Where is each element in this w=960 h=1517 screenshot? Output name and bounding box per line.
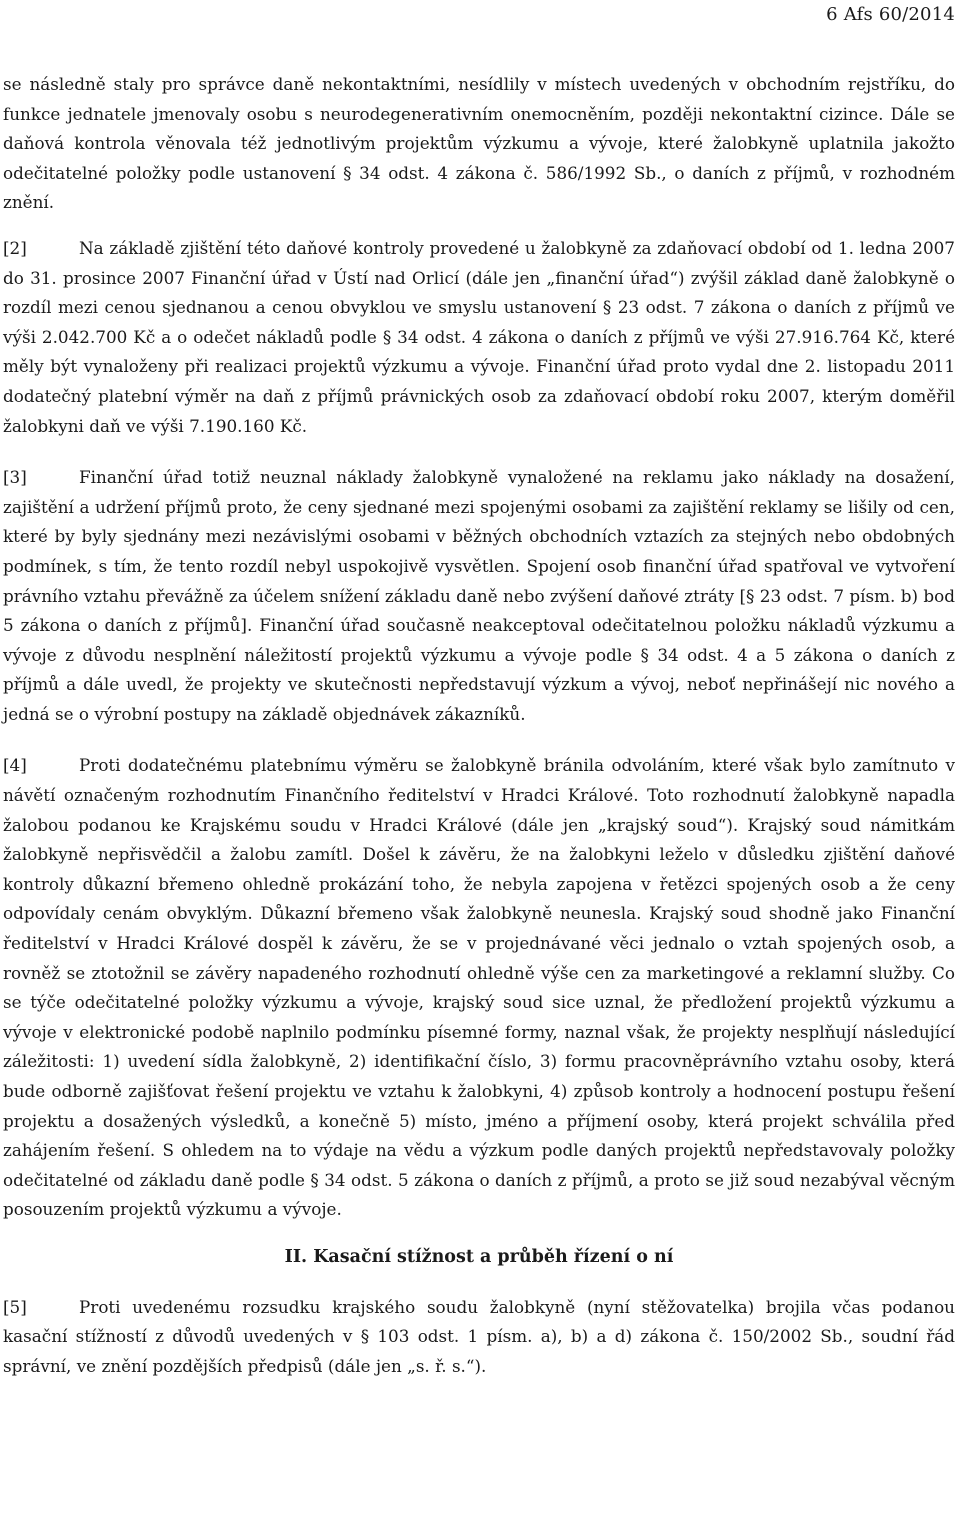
spacer: [3, 729, 955, 751]
paragraph-3: [3, 463, 955, 729]
paragraph-text: Proti uvedenému rozsudku krajského soudu žalobkyně (nyní stěžovatelka) brojila včas podanou kasační stížností z důvodů uvedených v § 103 odst. 1 písm. a), b) a d) zákona č. 150/2002 Sb., soudní řád správní, ve znění pozdějších předpisů (dále jen „s. ř. s.“).: [3, 1296, 955, 1376]
paragraph-number: [5]: [3, 1296, 27, 1317]
paragraph-4: [3, 751, 955, 1225]
paragraph-text: Finanční úřad totiž neuznal náklady žalobkyně vynaložené na reklamu jako náklady na dosažení, zajištění a udržení příjmů proto, že ceny sjednané mezi spojenými osobami za zajištění reklamy se lišily od cen, které by byly sjednány mezi nezávislými osobami v běžných obchodních vztazích za stejných nebo obdobných podmínek, s tím, že tento rozdíl nebyl uspokojivě vysvětlen. Spojení osob finanční úřad spatřoval ve vytvoření právního vztahu převážně za účelem snížení základu daně nebo zvýšení daňové ztráty [§ 23 odst. 7 písm. b) bod 5 zákona o daních z příjmů]. Finanční úřad současně neakceptoval odečitatelnou položku nákladů výzkumu a vývoje z důvodu nesplnění náležitostí projektů výzkumu a vývoje podle § 34 odst. 4 a 5 zákona o daních z příjmů a dále uvedl, že projekty ve skutečnosti nepředstavují výzkum a vývoj, neboť nepřinášejí nic nového a jedná se o výrobní postupy na základě objednávek zákazníků.: [3, 467, 955, 724]
paragraph-text: Proti dodatečnému platebnímu výměru se žalobkyně bránila odvoláním, které však bylo zamítnuto v návětí označeným rozhodnutím Finančního ředitelství v Hradci Králové. Toto rozhodnutí žalobkyně napadla žalobou podanou ke Krajskému soudu v Hradci Králové (dále jen „krajský soud“). Krajský soud námitkám žalobkyně nepřisvědčil a žalobu zamítl. Došel k závěru, že na žalobkyni leželo v důsledku zjištění daňové kontroly důkazní břemeno ohledně prokázání toho, že nebyla zapojena v řetězci spojených osob a že ceny odpovídaly cenám obvyklým. Důkazní břemeno však žalobkyně neunesla. Krajský soud shodně jako Finanční ředitelství v Hradci Králové dospěl k závěru, že se v projednávané věci jednalo o vztah spojených osob, a rovněž se ztotožnil se závěry napadeného rozhodnutí ohledně výše cen za marketingové a reklamní služby. Co se týče odečitatelné položky výzkumu a vývoje, krajský soud sice uznal, že předložení projektů výzkumu a vývoje v elektronické podobě naplnilo podmínku písemné formy, naznal však, že projekty nesplňují následující záležitosti: 1) uvedení sídla žalobkyně, 2) identifikační číslo, 3) formu pracovněprávního vztahu osoby, která bude odborně zajišťovat řešení projektu ve vztahu k žalobkyni, 4) způsob kontroly a hodnocení postupu řešení projektu a dosažených výsledků, a konečně 5) místo, jméno a příjmení osoby, která projekt schválila před zahájením řešení. S ohledem na to výdaje na vědu a výzkum podle daných projektů nepředstavovaly položky odečitatelné od základu daně podle § 34 odst. 5 zákona o daních z příjmů, a proto se již soud nezabýval věcným posouzením projektů výzkumu a vývoje.: [3, 755, 955, 1220]
paragraph-5: [3, 1293, 955, 1382]
case-reference: 6 Afs 60/2014: [826, 4, 955, 25]
paragraph-text: Na základě zjištění této daňové kontroly provedené u žalobkyně za zdaňovací období od 1. ledna 2007 do 31. prosince 2007 Finanční úřad v Ústí nad Orlicí (dále jen „finanční úřad“) zvýšil základ daně žalobkyně o rozdíl mezi cenou sjednanou a cenou obvyklou ve smyslu ustanovení § 23 odst. 7 zákona o daních z příjmů ve výši 2.042.700 Kč a o odečet nákladů podle § 34 odst. 4 zákona o daních z příjmů ve výši 27.916.764 Kč, které měly být vynaloženy při realizaci projektů výzkumu a vývoje. Finanční úřad proto vydal dne 2. listopadu 2011 dodatečný platební výměr na daň z příjmů právnických osob za zdaňovací období roku 2007, kterým doměřil žalobkyni daň ve výši 7.190.160 Kč.: [3, 237, 955, 436]
spacer: [3, 441, 955, 463]
spacer: [3, 218, 955, 234]
paragraph-number: [3]: [3, 467, 27, 488]
paragraph-number: [2]: [3, 237, 27, 258]
paragraph-number: [4]: [3, 755, 27, 776]
section-heading: II. Kasační stížnost a průběh řízení o ní: [284, 1246, 674, 1267]
paragraph-2: [3, 234, 955, 441]
paragraph-intro: se následně staly pro správce daně nekontaktními, nesídlily v místech uvedených v obchodním rejstříku, do funkce jednatele jmenovaly osobu s neurodegenerativním onemocněním, později nekontaktní cizince. Dále se daňová kontrola věnovala též jednotlivým projektům výzkumu a vývoje, které žalobkyně uplatnila jakožto odečitatelné položky podle ustanovení § 34 odst. 4 zákona č. 586/1992 Sb., o daních z příjmů, v rozhodném znění.: [3, 74, 955, 213]
document-body: [3, 70, 955, 1381]
